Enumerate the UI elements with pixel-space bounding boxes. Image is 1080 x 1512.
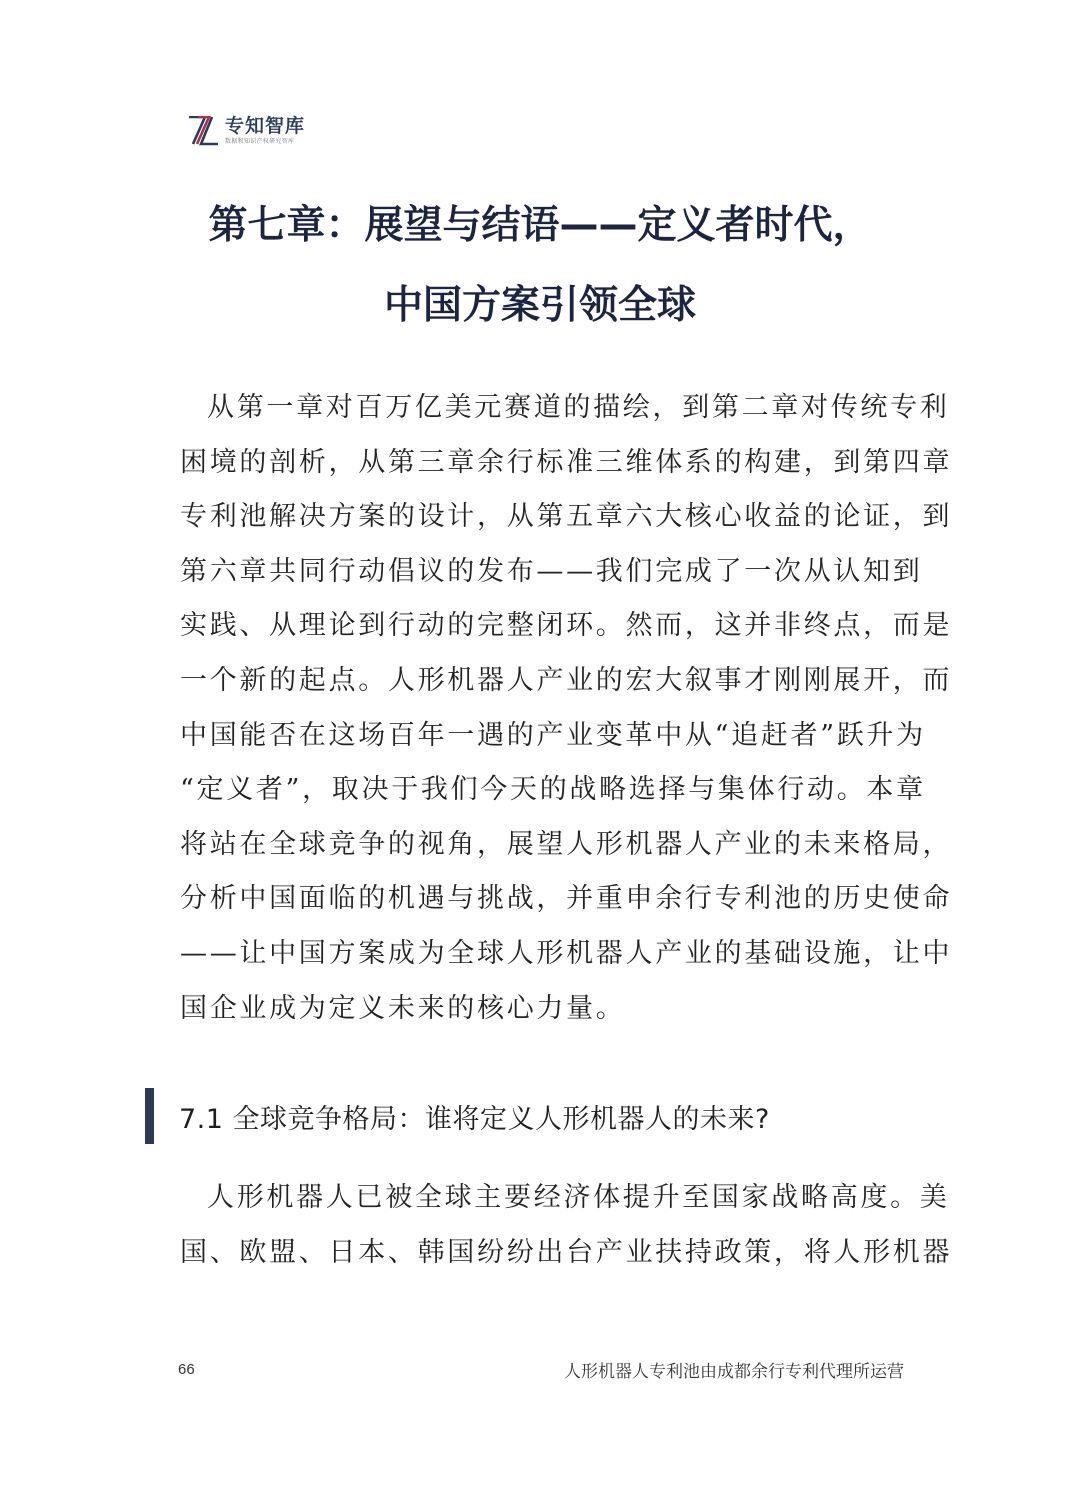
brand-logo xyxy=(186,114,305,148)
page-number: 66 xyxy=(178,1361,195,1378)
intro-line: “定义者”，取决于我们今天的战略选择与集体行动。本章 xyxy=(180,774,926,806)
intro-line: 从第一章对百万亿美元赛道的描绘，到第二章对传统专利 xyxy=(207,392,950,423)
intro-line: 国企业成为定义未来的核心力量。 xyxy=(180,992,626,1024)
logo-subtitle: 数据和知识产权研究智库 xyxy=(225,138,295,145)
intro-line: 分析中国面临的机遇与挑战，并重申余行专利池的历史使命 xyxy=(180,883,953,915)
intro-paragraph xyxy=(180,381,953,1036)
intro-line: 专利池解决方案的设计，从第五章六大核心收益的论证，到 xyxy=(180,501,953,533)
intro-line: 困境的剖析，从第三章余行标准三维体系的构建，到第四章 xyxy=(180,446,953,478)
intro-line: 实践、从理论到行动的完整闭环。然而，这并非终点，而是 xyxy=(180,610,953,642)
logo-name: 专知智库 xyxy=(225,115,306,137)
chapter-title-line-2: 中国方案引领全球 xyxy=(383,283,696,328)
section-title: 7.1 全球竞争格局：谁将定义人形机器人的未来? xyxy=(179,1103,770,1135)
section-paragraph xyxy=(180,1171,953,1280)
intro-line: 第六章共同行动倡议的发布——我们完成了一次从认知到 xyxy=(180,555,923,587)
intro-line: 将站在全球竞争的视角，展望人形机器人产业的未来格局， xyxy=(180,828,953,860)
logo-text-group xyxy=(225,117,305,145)
zl-logo-icon xyxy=(186,116,220,146)
footer-caption: 人形机器人专利池由成都余行专利代理所运营 xyxy=(564,1362,904,1382)
section-line: 国、欧盟、日本、韩国纷纷出台产业扶持政策，将人形机器 xyxy=(180,1236,953,1268)
intro-line: 一个新的起点。人形机器人产业的宏大叙事才刚刚展开，而 xyxy=(180,664,953,696)
intro-line: 中国能否在这场百年一遇的产业变革中从“追赶者”跃升为 xyxy=(180,719,926,751)
chapter-title-line-1: 第七章：展望与结语——定义者时代， xyxy=(208,203,872,248)
section-line: 人形机器人已被全球主要经济体提升至国家战略高度。美 xyxy=(207,1182,950,1213)
intro-line: ——让中国方案成为全球人形机器人产业的基础设施，让中 xyxy=(180,937,953,969)
section-accent-bar xyxy=(145,1088,154,1144)
section-text xyxy=(180,1171,953,1280)
intro-text xyxy=(180,381,953,1036)
chapter-title xyxy=(150,186,930,346)
section-heading-7-1 xyxy=(145,1088,770,1144)
